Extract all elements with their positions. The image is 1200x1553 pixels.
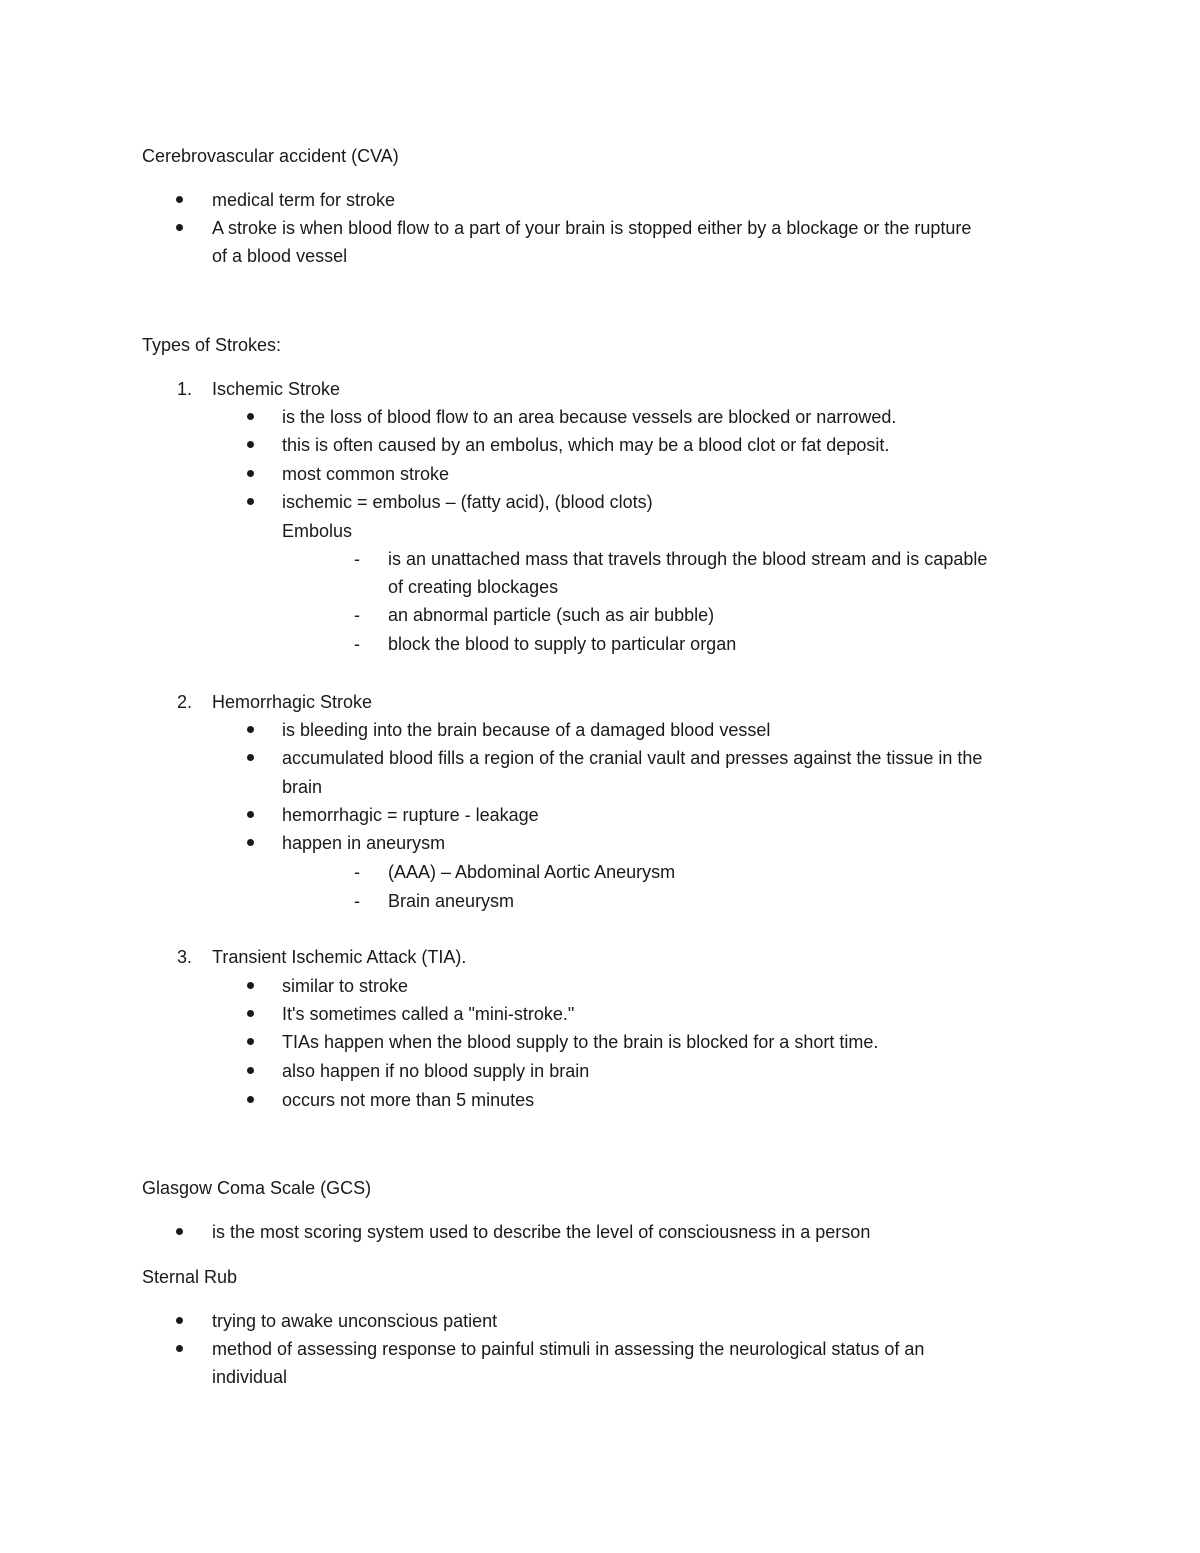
dash-marker: - [354, 862, 360, 882]
tia-title: Transient Ischemic Attack (TIA). [212, 947, 467, 967]
cva-bullet-1: medical term for stroke [212, 190, 396, 210]
bullet-icon [247, 1096, 254, 1103]
types-heading: Types of Strokes: [142, 335, 282, 355]
embolus-label: Embolus [282, 521, 353, 541]
cva-bullet-2-cont: of a blood vessel [212, 246, 348, 266]
ischemic-title: Ischemic Stroke [212, 379, 341, 399]
hemorrhagic-bullet-3: hemorrhagic = rupture - leakage [282, 805, 539, 825]
sternal-bullet-1: trying to awake unconscious patient [212, 1311, 498, 1331]
bullet-icon [247, 839, 254, 846]
ischemic-bullet-1: is the loss of blood flow to an area because vessels are blocked or narrowed. [282, 407, 897, 427]
bullet-icon [247, 1010, 254, 1017]
tia-bullet-1: similar to stroke [282, 976, 409, 996]
tia-bullet-2: It's sometimes called a "mini-stroke." [282, 1004, 575, 1024]
dash-marker: - [354, 549, 360, 569]
bullet-icon [176, 224, 183, 231]
bullet-icon [247, 754, 254, 761]
list-number-3: 3. [177, 947, 193, 967]
tia-bullet-5: occurs not more than 5 minutes [282, 1090, 535, 1110]
embolus-item-1-cont: of creating blockages [388, 577, 559, 597]
hemorrhagic-bullet-4: happen in aneurysm [282, 833, 446, 853]
hemorrhagic-bullet-2: accumulated blood fills a region of the cranial vault and presses against the tissue in the [282, 748, 983, 768]
aneurysm-item-1: (AAA) – Abdominal Aortic Aneurysm [388, 862, 676, 882]
ischemic-bullet-2: this is often caused by an embolus, which may be a blood clot or fat deposit. [282, 435, 890, 455]
sternal-heading: Sternal Rub [142, 1267, 238, 1287]
bullet-icon [247, 413, 254, 420]
tia-bullet-3: TIAs happen when the blood supply to the brain is blocked for a short time. [282, 1032, 879, 1052]
sternal-bullet-2: method of assessing response to painful stimuli in assessing the neurological status of an [212, 1339, 925, 1359]
bullet-icon [176, 1228, 183, 1235]
sternal-bullet-2-cont: individual [212, 1367, 288, 1387]
aneurysm-item-2: Brain aneurysm [388, 891, 515, 911]
bullet-icon [247, 982, 254, 989]
list-number-1: 1. [177, 379, 193, 399]
dash-marker: - [354, 634, 360, 654]
embolus-item-1: is an unattached mass that travels through the blood stream and is capable [388, 549, 988, 569]
bullet-icon [176, 1317, 183, 1324]
hemorrhagic-title: Hemorrhagic Stroke [212, 692, 373, 712]
ischemic-bullet-4: ischemic = embolus – (fatty acid), (blood clots) [282, 492, 653, 512]
dash-marker: - [354, 891, 360, 911]
hemorrhagic-bullet-2-cont: brain [282, 777, 323, 797]
embolus-item-3: block the blood to supply to particular organ [388, 634, 737, 654]
dash-marker: - [354, 605, 360, 625]
hemorrhagic-bullet-1: is bleeding into the brain because of a damaged blood vessel [282, 720, 771, 740]
embolus-item-2: an abnormal particle (such as air bubble) [388, 605, 715, 625]
bullet-icon [176, 1345, 183, 1352]
bullet-icon [247, 498, 254, 505]
gcs-heading: Glasgow Coma Scale (GCS) [142, 1178, 372, 1198]
ischemic-bullet-3: most common stroke [282, 464, 450, 484]
bullet-icon [247, 470, 254, 477]
cva-heading: Cerebrovascular accident (CVA) [142, 146, 399, 166]
list-number-2: 2. [177, 692, 193, 712]
bullet-icon [176, 196, 183, 203]
bullet-icon [247, 811, 254, 818]
cva-bullet-2: A stroke is when blood flow to a part of your brain is stopped either by a blockage or the rupture [212, 218, 972, 238]
bullet-icon [247, 1067, 254, 1074]
tia-bullet-4: also happen if no blood supply in brain [282, 1061, 590, 1081]
bullet-icon [247, 441, 254, 448]
bullet-icon [247, 1038, 254, 1045]
gcs-bullet-1: is the most scoring system used to describe the level of consciousness in a person [212, 1222, 871, 1242]
bullet-icon [247, 726, 254, 733]
